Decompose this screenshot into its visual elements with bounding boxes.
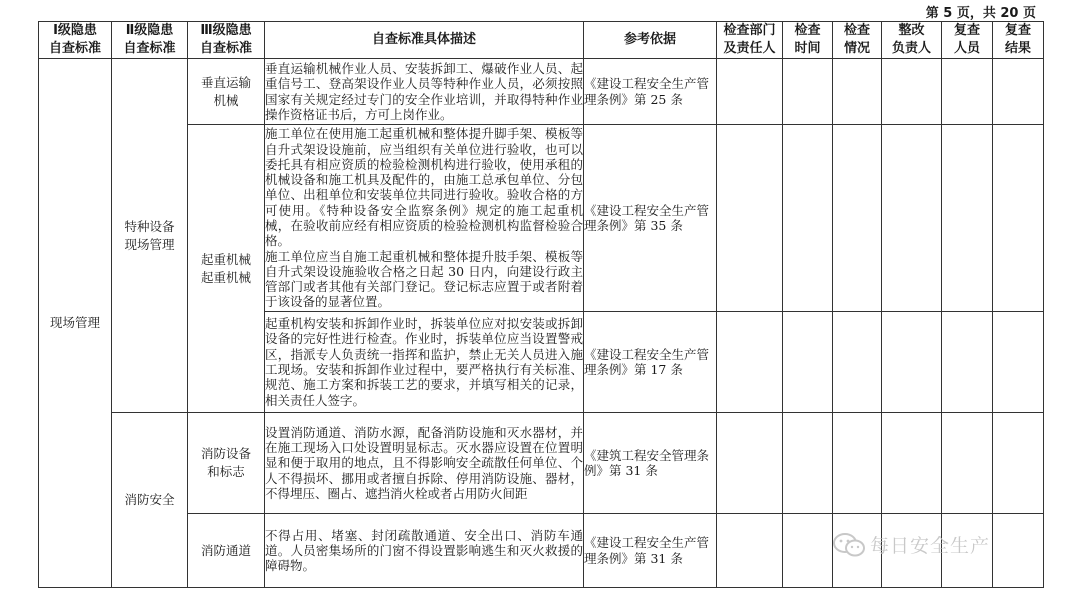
time-cell[interactable]: [783, 59, 833, 125]
level3-fire-equipment-cell: 消防设备 和标志: [188, 413, 265, 514]
watermark-text: 每日安全生产: [870, 535, 991, 557]
result-cell[interactable]: [993, 514, 1044, 588]
level2-special-cell: 特种设备 现场管理: [112, 59, 188, 413]
dept-cell[interactable]: [717, 514, 783, 588]
dept-cell[interactable]: [717, 413, 783, 514]
status-cell[interactable]: [833, 125, 882, 312]
dept-cell[interactable]: [717, 125, 783, 312]
rectify-cell[interactable]: [882, 59, 942, 125]
result-cell[interactable]: [993, 59, 1044, 125]
dept-cell[interactable]: [717, 312, 783, 413]
rectify-cell[interactable]: [882, 312, 942, 413]
header-status: 检查 情况: [833, 22, 882, 59]
result-cell[interactable]: [993, 312, 1044, 413]
header-dept: 检查部门 及责任人: [717, 22, 783, 59]
hazard-checklist-table: [38, 21, 1044, 588]
description-cell: 设置消防通道、消防水源，配备消防设施和灭水器材，并在施工现场入口处设置明显标志。灭水器应设置在位置明显和便于取用的地点，且不得影响安全疏散任何单位、个人不得损坏、挪用或者擅自拆除、停用消防设施、器材，不得埋压、圈占、遮挡消火栓或者占用防火间距: [265, 413, 584, 514]
table-row: [39, 59, 1044, 125]
header-level1: Ⅰ级隐患 自查标准: [39, 22, 112, 59]
level3-lifting-cell: 起重机械 起重机械: [188, 125, 265, 413]
level3-vertical-cell: 垂直运输 机械: [188, 59, 265, 125]
time-cell[interactable]: [783, 413, 833, 514]
status-cell[interactable]: [833, 59, 882, 125]
reviewer-cell[interactable]: [942, 312, 993, 413]
reviewer-cell[interactable]: [942, 413, 993, 514]
reference-cell: 《建设工程安全生产管理条例》第 25 条: [584, 59, 717, 125]
status-cell[interactable]: [833, 312, 882, 413]
reviewer-cell[interactable]: [942, 59, 993, 125]
table-row: [39, 125, 1044, 312]
time-cell[interactable]: [783, 125, 833, 312]
description-paragraph: 施工单位应当自施工起重机械和整体提升肢手架、模板等自升式架设设施验收合格之日起 30 日内，向建设行政主管部门或者其他有关部门登记。登记标志应置于或者附着于该设备的显著位置。: [265, 248, 583, 310]
header-level2: Ⅱ级隐患 自查标准: [112, 22, 188, 59]
time-cell[interactable]: [783, 514, 833, 588]
watermark: [832, 531, 990, 558]
header-rectify: 整改 负责人: [882, 22, 942, 59]
reference-cell: 《建筑工程安全管理条例》第 31 条: [584, 413, 717, 514]
header-level3: Ⅲ级隐患 自查标准: [188, 22, 265, 59]
header-reference: 参考依据: [584, 22, 717, 59]
header-row: [39, 22, 1044, 59]
status-cell[interactable]: [833, 413, 882, 514]
result-cell[interactable]: [993, 125, 1044, 312]
description-cell: [265, 125, 584, 312]
reference-cell: 《建设工程安全生产管理条例》第 17 条: [584, 312, 717, 413]
reference-cell: 《建设工程安全生产管理条例》第 31 条: [584, 514, 717, 588]
page-number: 第 5 页，共 20 页: [925, 6, 1036, 21]
level2-fire-cell: 消防安全: [112, 413, 188, 588]
level1-cell: 现场管理: [39, 59, 112, 588]
time-cell[interactable]: [783, 312, 833, 413]
dept-cell[interactable]: [717, 59, 783, 125]
rectify-cell[interactable]: [882, 413, 942, 514]
header-result: 复查 结果: [993, 22, 1044, 59]
rectify-cell[interactable]: [882, 125, 942, 312]
description-cell: 垂直运输机械作业人员、安装拆卸工、爆破作业人员、起重信号工、登高架设作业人员等特种作业人员，必须按照国家有关规定经过专门的安全作业培训，并取得特种作业操作资格证书后，方可上岗作业。: [265, 59, 584, 125]
header-reviewer: 复查 人员: [942, 22, 993, 59]
description-cell: 不得占用、堵塞、封闭疏散通道、安全出口、消防车通道。人员密集场所的门窗不得设置影响逃生和灭火救援的障碍物。: [265, 514, 584, 588]
wechat-icon: [832, 532, 866, 558]
description-cell: 起重机构安装和拆卸作业时，拆装单位应对拟安装或拆卸设备的完好性进行检查。作业时，拆装单位应当设置警戒区，指派专人负责统一指挥和监护，禁止无关人员进入施工现场。安装和拆卸作业过程中，要严格执行有关标准、规范、施工方案和拆装工艺的要求，并填写相关的记录，相关责任人签字。: [265, 312, 584, 413]
result-cell[interactable]: [993, 413, 1044, 514]
level3-fire-passage-cell: 消防通道: [188, 514, 265, 588]
reference-cell: 《建设工程安全生产管理条例》第 35 条: [584, 125, 717, 312]
table-row: [39, 413, 1044, 514]
header-description: 自查标准具体描述: [265, 22, 584, 59]
header-time: 检查 时间: [783, 22, 833, 59]
reviewer-cell[interactable]: [942, 125, 993, 312]
description-paragraph: 施工单位在使用施工起重机械和整体提升脚手架、模板等自升式架设设施前，应当组织有关单位进行验收，也可以委托具有相应资质的检验检测机构进行验收，使用承租的机械设备和施工机具及配件的，由施工总承包单位、分包单位、出租单位和安装单位共同进行验收。验收合格的方可使用。《特种设备安全监察条例》规定的施工起重机械，在验收前应经有相应资质的检验检测机构监督检验合格。: [265, 126, 583, 249]
